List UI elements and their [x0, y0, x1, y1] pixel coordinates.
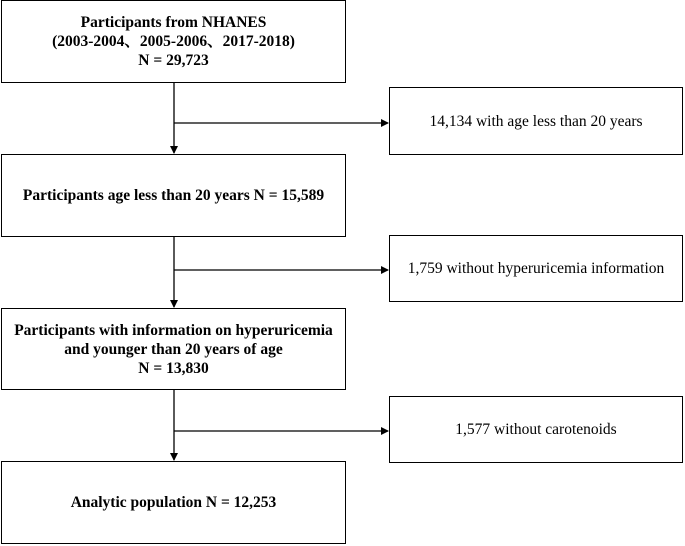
analytic-population-box	[1, 461, 346, 544]
box1-line-3: N = 29,723	[138, 52, 209, 69]
box3-line-2: and younger than 20 years of age	[64, 340, 283, 358]
box2-line-1: Participants age less than 20 years N = 15,589	[22, 187, 325, 204]
exclusion-2-text: 1,759 without hyperuricemia information	[407, 260, 665, 277]
box4-line-1: Analytic population N = 12,253	[70, 494, 277, 511]
participants-nhanes-box	[1, 0, 346, 83]
exclusion-box-hyperuricemia	[389, 235, 683, 302]
exclusion-3-text: 1,577 without carotenoids	[455, 421, 617, 438]
participants-age-box	[1, 154, 346, 237]
exclusion-box-carotenoids	[389, 396, 683, 463]
participants-hyperuricemia-box	[1, 308, 346, 390]
box1-line-2: (2003-2004、2005-2006、2017-2018)	[52, 33, 295, 50]
exclusion-box-age	[389, 87, 683, 155]
exclusion-1-text: 14,134 with age less than 20 years	[429, 112, 643, 130]
box1-line-1: Participants from NHANES	[80, 14, 267, 31]
box3-line-3: N = 13,830	[138, 359, 209, 377]
box3-line-1: Participants with information on hyperuricemia	[14, 321, 333, 339]
